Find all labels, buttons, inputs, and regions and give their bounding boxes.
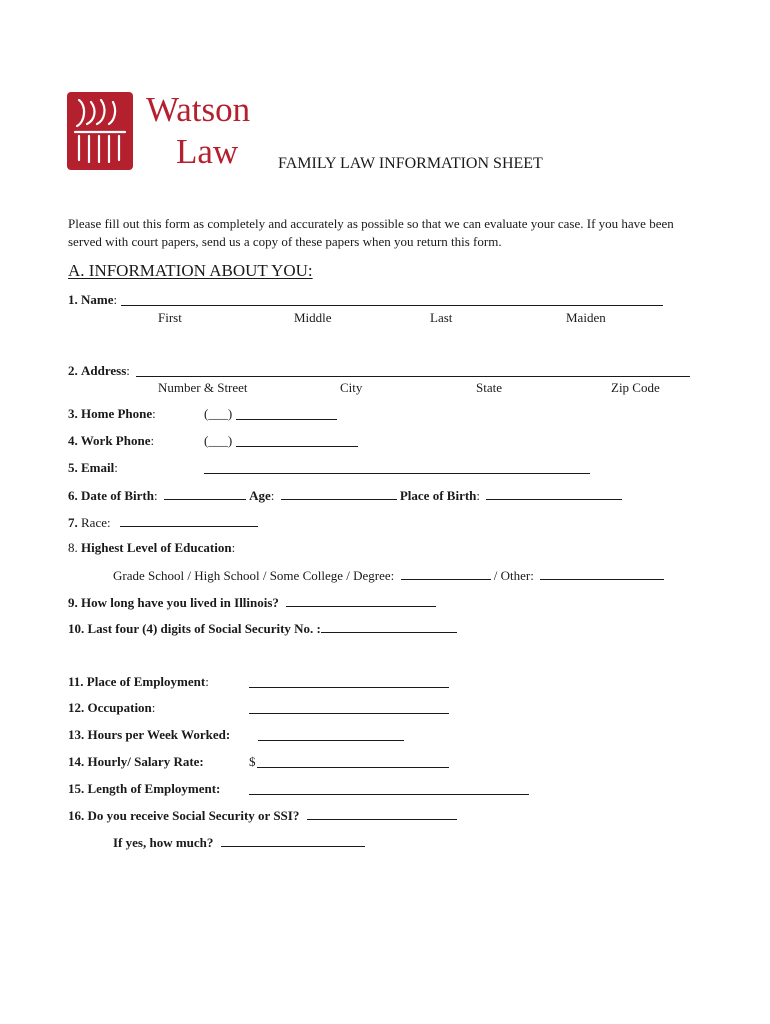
education-other-label: / Other: (493, 568, 534, 583)
address-sub-state: State (476, 380, 502, 395)
address-row: 2. Address: (68, 363, 130, 378)
rate-row (68, 754, 204, 770)
work-phone-row: 4. Work Phone: (68, 433, 155, 448)
age-field[interactable] (281, 487, 397, 500)
ssi-field[interactable] (307, 807, 457, 820)
email-field[interactable] (204, 473, 590, 474)
address-sub-zip: Zip Code (611, 380, 660, 395)
rate-field[interactable] (257, 767, 449, 768)
education-options-row (113, 567, 664, 584)
dob-row: 6. Date of Birth: Age: Place of Birth: (68, 487, 622, 504)
home-phone-field[interactable] (236, 419, 337, 420)
education-degree-field[interactable] (401, 567, 491, 580)
education-other-field[interactable] (540, 567, 664, 580)
ssn-row (68, 620, 457, 637)
address-number: 2. (68, 363, 78, 378)
logo-text-watson: Watson (146, 90, 251, 129)
ssi-amount-field[interactable] (221, 834, 365, 847)
address-sub-street: Number & Street (158, 380, 248, 395)
illinois-field[interactable] (286, 594, 436, 607)
ssn-field[interactable] (321, 620, 457, 633)
logo-text-law: Law (176, 132, 239, 171)
race-row (68, 514, 258, 531)
name-label: Name (81, 292, 114, 307)
dob-label: 6. Date of Birth (68, 488, 154, 503)
age-label: Age (249, 488, 271, 503)
length-field[interactable] (249, 794, 529, 795)
place-of-birth-field[interactable] (486, 487, 622, 500)
length-label: 15. Length of Employment: (68, 781, 221, 796)
ssn-label: 10. Last four (4) digits of Social Security No. : (68, 621, 321, 636)
rate-dollar-sign: $ (249, 754, 256, 769)
education-number: 8. (68, 540, 78, 555)
race-field[interactable] (120, 514, 258, 527)
race-label: Race: (81, 515, 111, 530)
place-of-birth-label: Place of Birth (399, 488, 477, 503)
column-building-icon (67, 92, 133, 170)
name-number: 1. (68, 292, 78, 307)
occupation-label: 12. Occupation (68, 700, 152, 715)
name-field[interactable] (121, 305, 663, 306)
education-label: Highest Level of Education (81, 540, 232, 555)
work-phone-area-code: (___) (204, 433, 233, 448)
education-row: 8. Highest Level of Education: (68, 540, 236, 555)
dob-field[interactable] (164, 487, 246, 500)
address-label: Address (81, 363, 127, 378)
occupation-field[interactable] (249, 713, 449, 714)
home-phone-area-code: (___) (204, 406, 233, 421)
address-sub-city: City (340, 380, 363, 395)
length-row (68, 781, 220, 797)
work-phone-label: 4. Work Phone (68, 433, 151, 448)
illinois-label: 9. How long have you lived in Illinois? (68, 595, 279, 610)
email-label: 5. Email (68, 460, 115, 475)
name-sub-maiden: Maiden (566, 310, 606, 325)
ssi-amount-row (113, 834, 365, 851)
home-phone-label: 3. Home Phone (68, 406, 153, 421)
intro-paragraph: Please fill out this form as completely and accurately as possible so that we can evaluate your case. If you have been served with court papers, send us a copy of these papers when you return this form. (68, 216, 674, 249)
hours-row (68, 727, 230, 743)
email-row: 5. Email: (68, 460, 118, 475)
occupation-row: 12. Occupation: (68, 700, 156, 715)
employment-row: 11. Place of Employment: (68, 674, 209, 689)
employment-field[interactable] (249, 687, 449, 688)
name-row: 1. Name: (68, 292, 118, 307)
race-number: 7. (68, 515, 78, 530)
rate-label: 14. Hourly/ Salary Rate: (68, 754, 204, 769)
name-sub-middle: Middle (294, 310, 332, 325)
home-phone-row: 3. Home Phone: (68, 406, 156, 421)
illinois-row (68, 594, 436, 611)
education-options: Grade School / High School / Some College / Degree: (113, 568, 395, 583)
page-title: FAMILY LAW INFORMATION SHEET (278, 155, 543, 172)
ssi-amount-label: If yes, how much? (113, 835, 214, 850)
work-phone-field[interactable] (236, 446, 358, 447)
employment-label: 11. Place of Employment (68, 674, 206, 689)
section-heading: A. INFORMATION ABOUT YOU: (68, 261, 313, 280)
name-sub-first: First (158, 310, 182, 325)
ssi-label: 16. Do you receive Social Security or SSI? (68, 808, 300, 823)
address-field[interactable] (136, 376, 690, 377)
name-sub-last: Last (430, 310, 453, 325)
hours-field[interactable] (258, 740, 404, 741)
ssi-row (68, 807, 457, 824)
hours-label: 13. Hours per Week Worked: (68, 727, 231, 742)
